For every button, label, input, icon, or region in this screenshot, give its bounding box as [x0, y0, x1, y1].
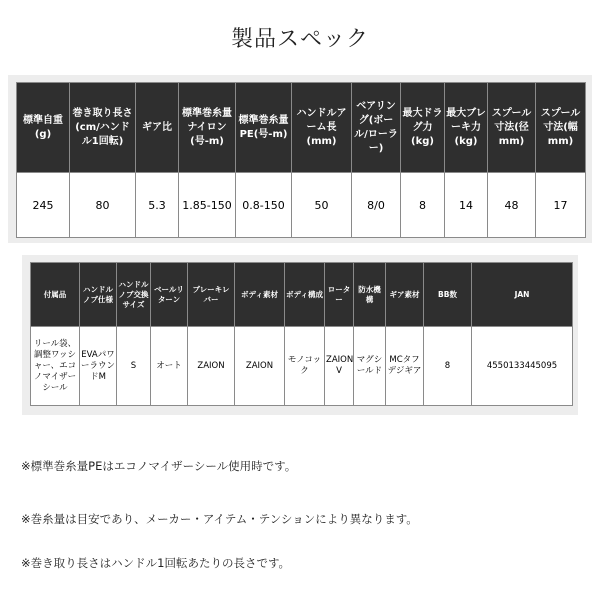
detail-header: ボディ素材: [235, 263, 285, 327]
detail-value: 8: [424, 327, 472, 406]
detail-header: BB数: [424, 263, 472, 327]
detail-header: ハンドルノブ交換サイズ: [117, 263, 151, 327]
detail-table: [30, 262, 573, 406]
spec-header: 最大ドラグ力(kg): [401, 83, 445, 173]
spec-header: ギア比: [136, 83, 179, 173]
detail-value: モノコック: [285, 327, 325, 406]
detail-value: オート: [151, 327, 188, 406]
spec-value-row: [17, 173, 586, 238]
detail-value: ZAION V: [325, 327, 354, 406]
detail-value: 4550133445095: [472, 327, 573, 406]
spec-header: スプール寸法(幅mm): [536, 83, 586, 173]
spec-header: 標準巻糸量ナイロン(号-m): [179, 83, 236, 173]
detail-header: 防水機構: [354, 263, 386, 327]
detail-panel: [22, 255, 578, 415]
note-line-capacity: ※巻糸量は目安であり、メーカー・アイテム・テンションにより異なります。: [21, 512, 418, 526]
detail-value: ZAION: [188, 327, 235, 406]
spec-header: 巻き取り長さ(cm/ハンドル1回転): [70, 83, 136, 173]
detail-value: ZAION: [235, 327, 285, 406]
spec-table: [16, 82, 586, 238]
page-title: 製品スペック: [230, 27, 369, 52]
spec-header: 最大ブレーキ力(kg): [445, 83, 488, 173]
detail-header: 付属品: [31, 263, 80, 327]
spec-header: 標準巻糸量PE(号-m): [236, 83, 292, 173]
detail-header-row: [31, 263, 573, 327]
spec-value: 8: [401, 173, 445, 238]
spec-value: 14: [445, 173, 488, 238]
spec-value: 8/0: [352, 173, 401, 238]
note-retrieve-length: ※巻き取り長さはハンドル1回転あたりの長さです。: [21, 556, 291, 570]
spec-value: 50: [292, 173, 352, 238]
spec-panel: [8, 75, 592, 243]
spec-value: 5.3: [136, 173, 179, 238]
note-pe-line: ※標準巻糸量PEはエコノマイザーシール使用時です。: [21, 459, 297, 473]
detail-header: ギア素材: [386, 263, 424, 327]
spec-value: 0.8-150: [236, 173, 292, 238]
spec-header: 標準自重(g): [17, 83, 70, 173]
spec-header: ハンドルアーム長(mm): [292, 83, 352, 173]
detail-value-row: [31, 327, 573, 406]
spec-value: 245: [17, 173, 70, 238]
spec-header: スプール寸法(径mm): [488, 83, 536, 173]
detail-header: ブレーキレバー: [188, 263, 235, 327]
detail-value: リール袋、調整ワッシャー、エコノマイザーシール: [31, 327, 80, 406]
spec-value: 80: [70, 173, 136, 238]
detail-header: JAN: [472, 263, 573, 327]
detail-header: ベールリターン: [151, 263, 188, 327]
spec-value: 48: [488, 173, 536, 238]
detail-header: ハンドルノブ仕様: [80, 263, 117, 327]
spec-header-row: [17, 83, 586, 173]
detail-value: MCタフデジギア: [386, 327, 424, 406]
spec-value: 1.85-150: [179, 173, 236, 238]
detail-header: ボディ構成: [285, 263, 325, 327]
spec-value: 17: [536, 173, 586, 238]
detail-value: マグシールド: [354, 327, 386, 406]
detail-header: ローター: [325, 263, 354, 327]
detail-value: S: [117, 327, 151, 406]
detail-value: EVAパワーラウンドM: [80, 327, 117, 406]
spec-header: ベアリング(ボール/ローラー): [352, 83, 401, 173]
